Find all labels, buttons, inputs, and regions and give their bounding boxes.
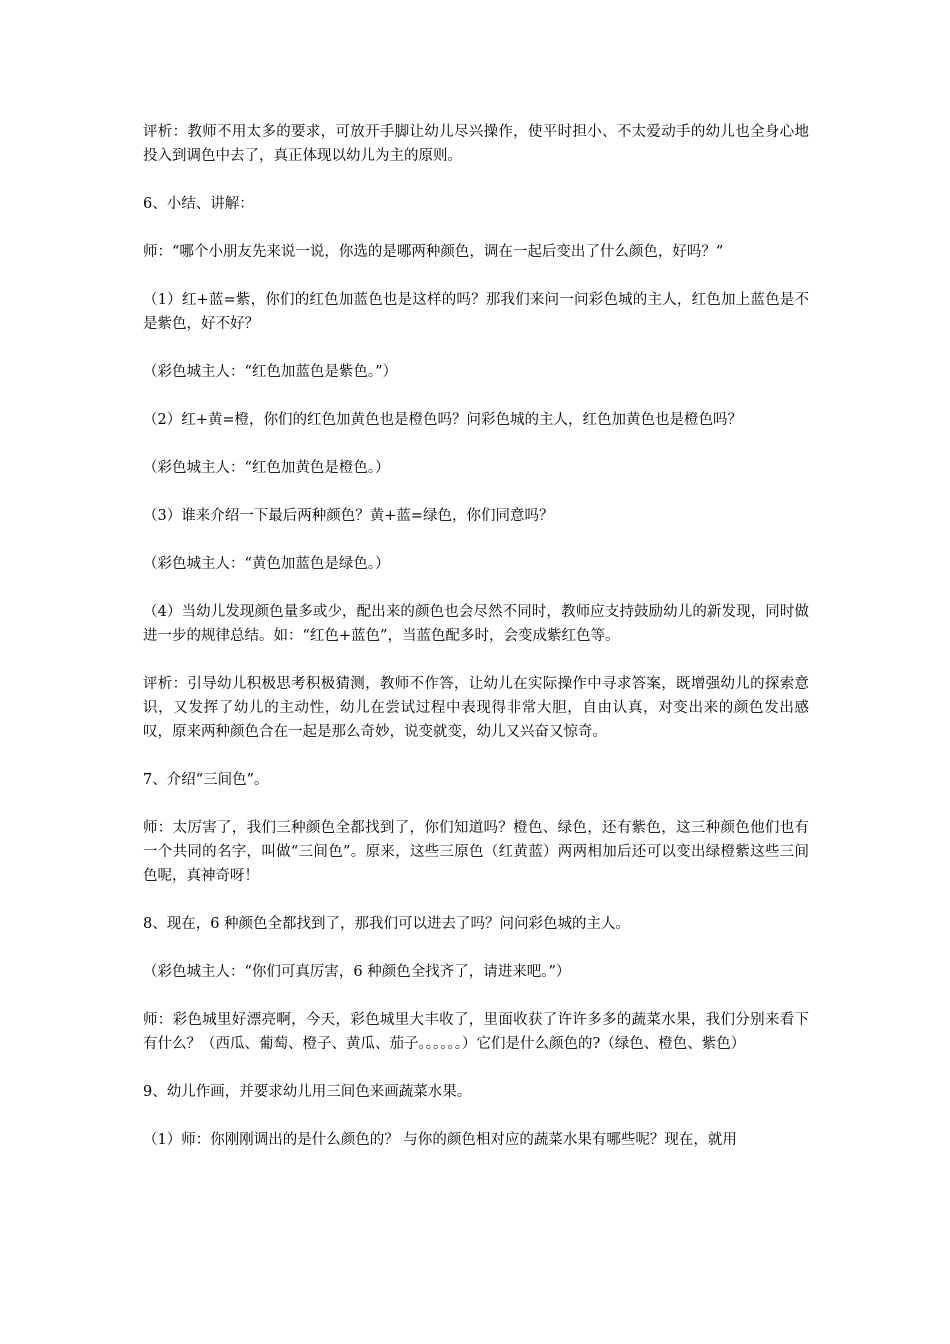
paragraph-teacher-harvest: 师：彩色城里好漂亮啊，今天，彩色城里大丰收了，里面收获了许许多多的蔬菜水果，我们分别来看下有什么？（西瓜、葡萄、橙子、黄瓜、茄子。。。。。。）它们是什么颜色的?（绿色、橙色、紫色）	[143, 1012, 809, 1052]
paragraph-item-4: （4）当幼儿发现颜色量多或少，配出来的颜色也会尽然不同时，教师应支持鼓励幼儿的新发现，同时做进一步的规律总结。如：“红色+蓝色”，当蓝色配多时，会变成紫红色等。	[143, 604, 809, 644]
paragraph-item-1: （1）红+蓝=紫，你们的红色加蓝色也是这样的吗？那我们来问一问彩色城的主人，红色加上蓝色是不是紫色，好不好？	[143, 292, 809, 332]
paragraph-step-6-heading: 6、小结、讲解：	[143, 196, 254, 212]
document-body	[143, 120, 809, 1176]
paragraph-item-2: （2）红+黄=橙，你们的红色加黄色也是橙色吗？问彩色城的主人，红色加黄色也是橙色吗？	[143, 412, 743, 428]
paragraph-step-9: 9、幼儿作画，并要求幼儿用三间色来画蔬菜水果。	[143, 1084, 472, 1100]
paragraph-step-9-item-1: （1）师：你刚刚调出的是什么颜色的？ 与你的颜色相对应的蔬菜水果有哪些呢？现在，就用	[143, 1132, 737, 1148]
paragraph-host-reply-3: （彩色城主人：“黄色加蓝色是绿色。）	[143, 556, 390, 572]
paragraph-host-reply-4: （彩色城主人：“你们可真厉害，6 种颜色全找齐了，请进来吧。”）	[143, 964, 571, 980]
paragraph-commentary-1: 评析：教师不用太多的要求，可放开手脚让幼儿尽兴操作，使平时担小、不太爱动手的幼儿也全身心地投入到调色中去了，真正体现以幼儿为主的原则。	[143, 124, 809, 164]
paragraph-host-reply-2: （彩色城主人：“红色加黄色是橙色。）	[143, 460, 390, 476]
paragraph-step-7-heading: 7、介绍“三间色”。	[143, 772, 269, 788]
paragraph-teacher-secondary-colors: 师：太厉害了，我们三种颜色全都找到了，你们知道吗？橙色、绿色，还有紫色，这三种颜色他们也有一个共同的名字，叫做“三间色”。原来，这些三原色（红黄蓝）两两相加后还可以变出绿橙紫这些三间色呢，真神奇呀！	[143, 820, 809, 884]
paragraph-commentary-2: 评析：引导幼儿积极思考积极猜测，教师不作答，让幼儿在实际操作中寻求答案，既增强幼儿的探索意识，又发挥了幼儿的主动性，幼儿在尝试过程中表现得非常大胆，自由认真，对变出来的颜色发出感叹，原来两种颜色合在一起是那么奇妙，说变就变，幼儿又兴奋又惊奇。	[143, 676, 809, 740]
paragraph-item-3: （3）谁来介绍一下最后两种颜色？黄+蓝=绿色，你们同意吗？	[143, 508, 554, 524]
paragraph-host-reply-1: （彩色城主人：“红色加蓝色是紫色。”）	[143, 364, 398, 380]
paragraph-teacher-question: 师：“哪个小朋友先来说一说，你选的是哪两种颜色，调在一起后变出了什么颜色，好吗？”	[143, 244, 724, 260]
paragraph-step-8: 8、现在，6 种颜色全都找到了，那我们可以进去了吗？问问彩色城的主人。	[143, 916, 631, 932]
